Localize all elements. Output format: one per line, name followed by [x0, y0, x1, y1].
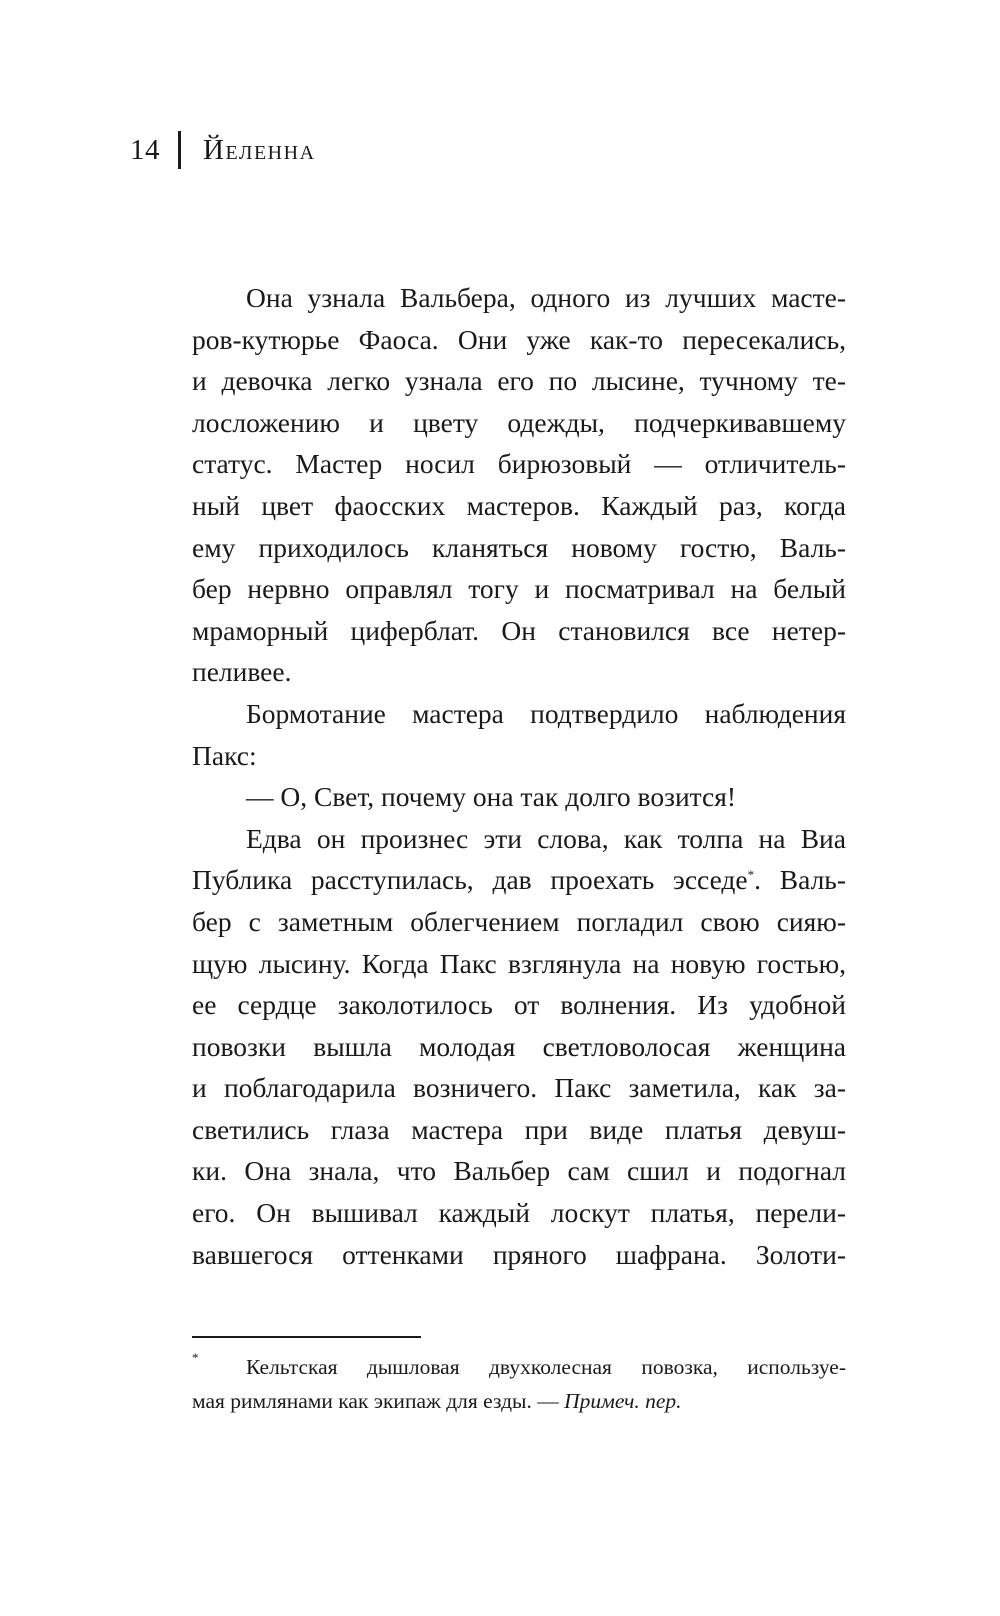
text-line: мраморный циферблат. Он становился все нетер-	[192, 614, 846, 646]
running-head	[130, 128, 316, 172]
text-line: ки. Она знала, что Вальбер сам сшил и подогнал	[192, 1155, 846, 1187]
text-line: бер с заметным облегчением погладил свою сияю-	[192, 905, 846, 937]
text-line: Бормотание мастера подтвердило наблюдения	[246, 697, 846, 729]
chapter-title: Йеленна	[203, 133, 316, 166]
footnote-text: мая римлянами как экипаж для езды. —	[192, 1389, 565, 1413]
footnote-marker: *	[192, 1350, 199, 1365]
text-line: светились глаза мастера при виде платья девуш-	[192, 1113, 846, 1145]
footnote-line: Кельтская дышловая двухколесная повозка, используе-	[246, 1355, 846, 1379]
text-line: Едва он произнес эти слова, как толпа на Виа	[246, 822, 846, 854]
text-line: его. Он вышивал каждый лоскут платья, перели-	[192, 1197, 846, 1229]
text-line: и девочка легко узнала его по лысине, тучному те-	[192, 365, 846, 397]
dialogue-line: — О, Свет, почему она так долго возится!	[246, 781, 737, 813]
body-text	[192, 277, 846, 1275]
text-line: пеливее.	[192, 656, 292, 688]
footnote-line	[192, 1384, 846, 1418]
text-fragment: Публика расступилась, дав проехать эсседе	[192, 864, 748, 896]
footnote	[192, 1350, 846, 1418]
text-line: повозки вышла молодая светловолосая женщина	[192, 1030, 846, 1062]
text-line: щую лысину. Когда Пакс взглянула на новую гостью,	[192, 947, 846, 979]
footnote-reference: *	[747, 867, 755, 883]
translator-note: Примеч. пер.	[564, 1389, 682, 1413]
text-line: ный цвет фаосских мастеров. Каждый раз, когда	[192, 489, 846, 521]
text-line: бер нервно оправлял тогу и посматривал на белый	[192, 573, 846, 605]
text-line: статус. Мастер носил бирюзовый — отличитель-	[192, 448, 846, 480]
text-line: Она узнала Вальбера, одного из лучших масте-	[246, 282, 846, 313]
text-line: вавшегося оттенками пряного шафрана. Золоти-	[192, 1238, 846, 1270]
page-number: 14	[130, 133, 160, 166]
text-line: Пакс:	[192, 739, 257, 771]
text-line-with-footnote-ref	[192, 859, 846, 901]
text-line: ему приходилось кланяться новому гостю, Валь-	[192, 531, 846, 563]
footnote-rule	[192, 1336, 421, 1338]
text-line: и поблагодарила возничего. Пакс заметила, как за-	[192, 1072, 846, 1104]
header-divider	[178, 131, 181, 169]
text-line: ее сердце заколотилось от волнения. Из удобной	[192, 989, 846, 1021]
text-fragment: . Валь-	[754, 864, 846, 896]
text-line: ров-кутюрье Фаоса. Они уже как-то пересекались,	[192, 323, 846, 355]
text-line: лосложению и цвету одежды, подчеркивавшему	[192, 406, 846, 438]
